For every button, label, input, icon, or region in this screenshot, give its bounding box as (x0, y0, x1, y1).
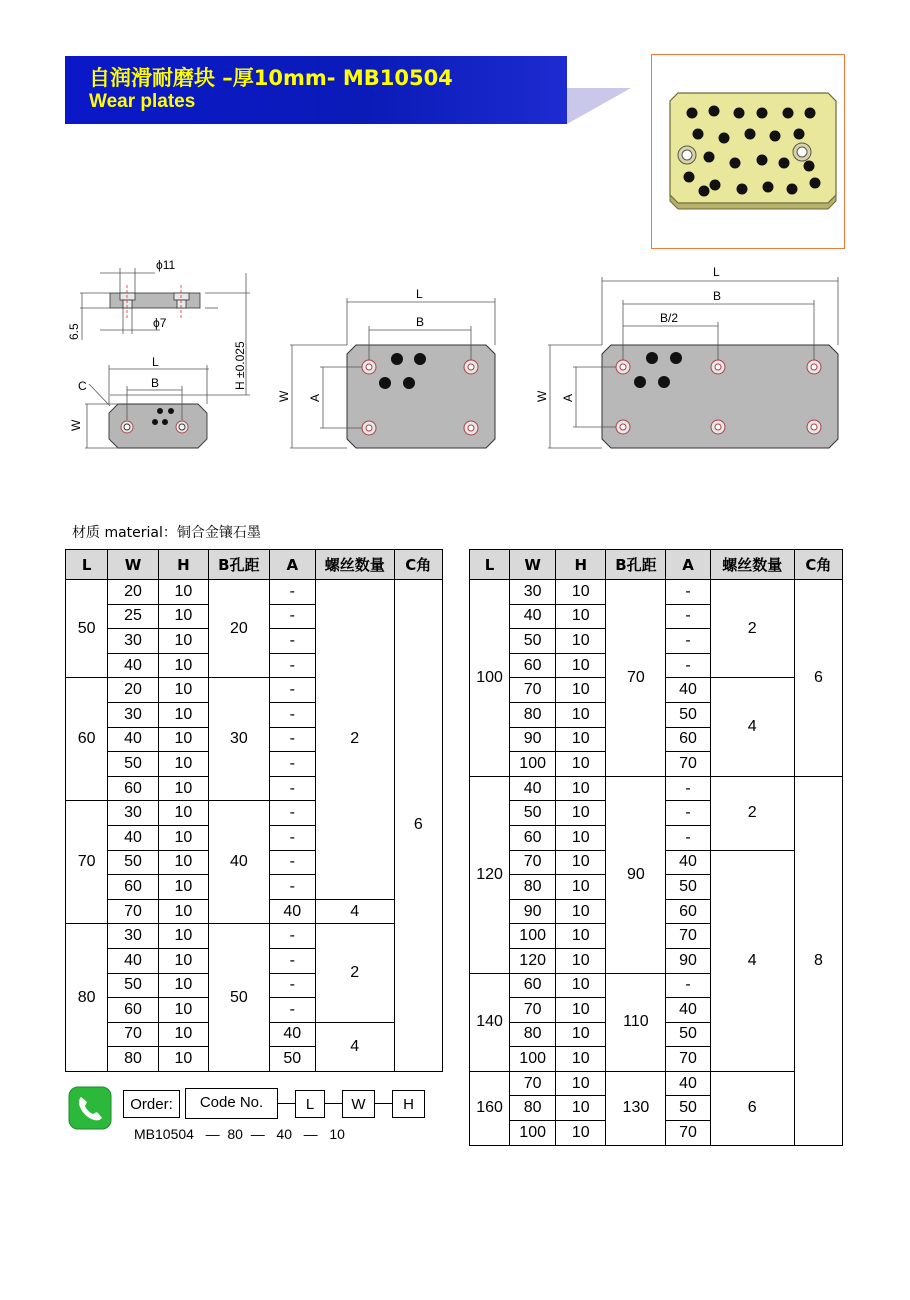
cell-screws: 4 (710, 678, 794, 776)
cell-W: 50 (108, 752, 158, 777)
cell-H: 10 (158, 948, 208, 973)
cell-H: 10 (556, 653, 606, 678)
cell-W: 100 (510, 752, 556, 777)
banner-tail-shape (567, 88, 637, 124)
cell-W: 70 (510, 998, 556, 1023)
table-row (470, 1071, 843, 1096)
cell-H: 10 (556, 875, 606, 900)
order-L-box: L (295, 1090, 325, 1118)
cell-W: 120 (510, 948, 556, 973)
cell-screws: 4 (315, 899, 394, 924)
dim-phi11: ϕ11 (156, 258, 176, 272)
cell-H: 10 (556, 752, 606, 777)
cell-A: 70 (666, 1047, 710, 1072)
cell-W: 60 (510, 973, 556, 998)
cell-screws: 2 (315, 924, 394, 1022)
cell-A: - (269, 875, 315, 900)
cell-A: 50 (666, 1096, 710, 1121)
sep: — (250, 1126, 265, 1142)
cell-W: 70 (510, 678, 556, 703)
cell-H: 10 (556, 776, 606, 801)
cell-screws: 2 (710, 580, 794, 678)
cell-H: 10 (556, 1096, 606, 1121)
dim-large-L: L (713, 265, 720, 279)
order-example (134, 1126, 345, 1142)
order-label-box: Order: (123, 1090, 180, 1118)
col-header: L (470, 550, 510, 580)
dash (325, 1103, 342, 1104)
cell-B: 90 (606, 776, 666, 973)
cell-H: 10 (158, 801, 208, 826)
col-header: 螺丝数量 (710, 550, 794, 580)
cell-W: 70 (108, 899, 158, 924)
cell-W: 80 (510, 1096, 556, 1121)
cell-L: 120 (470, 776, 510, 973)
material-label: 材质 material：铜合金镶石墨 (72, 525, 261, 541)
cell-H: 10 (158, 998, 208, 1023)
cell-W: 30 (108, 924, 158, 949)
cell-A: 40 (666, 998, 710, 1023)
cell-H: 10 (556, 702, 606, 727)
cell-A: - (269, 801, 315, 826)
example-W: 40 (276, 1126, 292, 1142)
dim-medium-W: W (277, 390, 291, 402)
title-english: Wear plates (89, 91, 196, 112)
code-no-box: Code No. (185, 1088, 278, 1119)
col-header: H (158, 550, 208, 580)
cell-A: 60 (666, 899, 710, 924)
cell-A: 40 (666, 850, 710, 875)
example-L: 80 (227, 1126, 243, 1142)
order-W-box: W (342, 1090, 375, 1118)
cell-A: 40 (666, 678, 710, 703)
cell-A: - (269, 825, 315, 850)
cell-A: - (269, 702, 315, 727)
cell-H: 10 (158, 678, 208, 703)
dim-h-tolerance: H ±0.025 (233, 341, 247, 390)
cell-W: 40 (108, 727, 158, 752)
cell-H: 10 (158, 702, 208, 727)
cell-A: 50 (269, 1047, 315, 1072)
cell-A: - (269, 948, 315, 973)
col-header: L (66, 550, 108, 580)
cell-H: 10 (158, 727, 208, 752)
cell-A: 90 (666, 948, 710, 973)
cell-W: 80 (510, 875, 556, 900)
cell-A: 50 (666, 702, 710, 727)
cell-L: 160 (470, 1071, 510, 1145)
cell-W: 80 (510, 702, 556, 727)
spec-table-right (469, 549, 843, 1146)
cell-H: 10 (158, 1022, 208, 1047)
cell-W: 70 (510, 850, 556, 875)
dim-medium-B: B (416, 315, 425, 329)
dim-small-B: B (151, 376, 160, 390)
cell-A: - (269, 776, 315, 801)
cell-W: 40 (108, 825, 158, 850)
cell-H: 10 (556, 948, 606, 973)
cell-A: - (269, 998, 315, 1023)
cell-W: 90 (510, 727, 556, 752)
cell-W: 20 (108, 580, 158, 605)
cell-W: 60 (510, 653, 556, 678)
cell-H: 10 (556, 1121, 606, 1146)
cell-H: 10 (556, 1047, 606, 1072)
cell-screws: 4 (710, 850, 794, 1071)
cell-W: 50 (108, 850, 158, 875)
cell-H: 10 (158, 653, 208, 678)
cell-H: 10 (556, 580, 606, 605)
cell-H: 10 (556, 1022, 606, 1047)
col-header: C角 (394, 550, 442, 580)
cell-A: - (666, 801, 710, 826)
cell-W: 50 (108, 973, 158, 998)
cell-A: 50 (666, 1022, 710, 1047)
cell-L: 140 (470, 973, 510, 1071)
col-header: A (666, 550, 710, 580)
cell-W: 60 (108, 875, 158, 900)
cell-A: - (269, 580, 315, 605)
dim-small-L: L (152, 355, 159, 369)
cell-L: 80 (66, 924, 108, 1072)
cell-W: 90 (510, 899, 556, 924)
cell-A: - (269, 653, 315, 678)
cell-A: - (269, 604, 315, 629)
cell-W: 50 (510, 629, 556, 654)
cell-W: 40 (510, 604, 556, 629)
cell-A: - (269, 678, 315, 703)
cell-A: - (269, 850, 315, 875)
cell-W: 80 (510, 1022, 556, 1047)
example-code: MB10504 (134, 1126, 194, 1142)
dim-large-B-half: B/2 (660, 311, 679, 325)
cell-W: 30 (108, 702, 158, 727)
cell-W: 30 (510, 580, 556, 605)
cell-W: 80 (108, 1047, 158, 1072)
cell-B: 20 (209, 580, 269, 678)
cell-H: 10 (556, 825, 606, 850)
cell-A: - (269, 727, 315, 752)
cell-screws: 4 (315, 1022, 394, 1071)
cell-screws: 2 (710, 776, 794, 850)
cell-C: 6 (794, 580, 842, 777)
sep: — (205, 1126, 220, 1142)
cell-C: 8 (794, 776, 842, 1145)
cell-L: 70 (66, 801, 108, 924)
cell-H: 10 (556, 604, 606, 629)
cell-H: 10 (158, 875, 208, 900)
cell-A: 40 (269, 899, 315, 924)
cell-L: 60 (66, 678, 108, 801)
example-H: 10 (329, 1126, 345, 1142)
cell-A: - (269, 629, 315, 654)
dim-large-B: B (713, 289, 722, 303)
cell-W: 40 (108, 653, 158, 678)
cell-H: 10 (556, 1071, 606, 1096)
cell-W: 100 (510, 1047, 556, 1072)
cell-A: 40 (666, 1071, 710, 1096)
cell-W: 100 (510, 924, 556, 949)
cell-H: 10 (158, 850, 208, 875)
dash (278, 1103, 295, 1104)
cell-B: 130 (606, 1071, 666, 1145)
cell-H: 10 (556, 899, 606, 924)
cell-C: 6 (394, 580, 442, 1072)
phone-icon (68, 1086, 112, 1130)
cell-H: 10 (158, 776, 208, 801)
cell-A: 60 (666, 727, 710, 752)
product-photo (651, 54, 845, 249)
cell-W: 50 (510, 801, 556, 826)
cell-W: 60 (108, 998, 158, 1023)
cell-A: - (666, 776, 710, 801)
dim-6-5: 6.5 (67, 323, 81, 340)
cell-A: 50 (666, 875, 710, 900)
cell-H: 10 (158, 629, 208, 654)
cell-W: 25 (108, 604, 158, 629)
col-header: W (108, 550, 158, 580)
cell-B: 30 (209, 678, 269, 801)
cell-A: - (666, 604, 710, 629)
col-header: W (510, 550, 556, 580)
cell-B: 70 (606, 580, 666, 777)
col-header: 螺丝数量 (315, 550, 394, 580)
cell-H: 10 (158, 899, 208, 924)
cell-H: 10 (158, 973, 208, 998)
col-header: H (556, 550, 606, 580)
dash (375, 1103, 392, 1104)
col-header: A (269, 550, 315, 580)
cell-A: 70 (666, 924, 710, 949)
cell-B: 50 (209, 924, 269, 1072)
cell-H: 10 (158, 825, 208, 850)
spec-table-left (65, 549, 443, 1072)
cell-H: 10 (556, 801, 606, 826)
cell-H: 10 (158, 604, 208, 629)
cell-W: 60 (108, 776, 158, 801)
dim-medium-L: L (416, 287, 423, 301)
dim-large-W: W (535, 390, 549, 402)
col-header: B孔距 (209, 550, 269, 580)
cell-B: 40 (209, 801, 269, 924)
cell-B: 110 (606, 973, 666, 1071)
cell-H: 10 (556, 850, 606, 875)
medium-plan-view (347, 345, 495, 448)
sep: — (303, 1126, 318, 1142)
cell-H: 10 (556, 727, 606, 752)
dim-small-C: C (78, 379, 87, 393)
cell-A: - (269, 752, 315, 777)
cell-W: 70 (510, 1071, 556, 1096)
cell-A: - (666, 653, 710, 678)
col-header: B孔距 (606, 550, 666, 580)
cell-A: - (666, 580, 710, 605)
cell-H: 10 (556, 998, 606, 1023)
title-chinese: 自润滑耐磨块 –厚10mm- MB10504 (89, 66, 453, 90)
cell-W: 30 (108, 801, 158, 826)
side-view (80, 268, 250, 395)
cell-A: - (666, 973, 710, 998)
dim-small-W: W (69, 419, 83, 431)
cell-W: 30 (108, 629, 158, 654)
cell-A: 40 (269, 1022, 315, 1047)
table-row (66, 580, 443, 605)
cell-W: 70 (108, 1022, 158, 1047)
title-banner (65, 56, 567, 124)
cell-A: - (269, 973, 315, 998)
cell-A: 70 (666, 1121, 710, 1146)
cell-H: 10 (158, 1047, 208, 1072)
cell-W: 100 (510, 1121, 556, 1146)
cell-screws: 2 (315, 580, 394, 900)
cell-H: 10 (556, 973, 606, 998)
cell-W: 40 (108, 948, 158, 973)
cell-A: - (666, 629, 710, 654)
cell-L: 100 (470, 580, 510, 777)
dim-medium-A: A (308, 393, 322, 402)
table-row (470, 776, 843, 801)
cell-W: 60 (510, 825, 556, 850)
dim-phi7: ϕ7 (153, 316, 167, 330)
cell-H: 10 (158, 752, 208, 777)
cell-H: 10 (556, 924, 606, 949)
order-H-box: H (392, 1090, 425, 1118)
cell-H: 10 (158, 924, 208, 949)
cell-W: 20 (108, 678, 158, 703)
cell-A: 70 (666, 752, 710, 777)
cell-H: 10 (556, 629, 606, 654)
technical-drawing (0, 255, 910, 465)
cell-W: 40 (510, 776, 556, 801)
cell-A: - (269, 924, 315, 949)
cell-L: 50 (66, 580, 108, 678)
cell-A: - (666, 825, 710, 850)
col-header: C角 (794, 550, 842, 580)
cell-screws: 6 (710, 1071, 794, 1145)
small-plan-view (109, 404, 207, 448)
dim-large-A: A (561, 393, 575, 402)
table-row (66, 924, 443, 949)
cell-H: 10 (556, 678, 606, 703)
table-row (470, 580, 843, 605)
cell-H: 10 (158, 580, 208, 605)
large-plan-view (602, 345, 838, 448)
